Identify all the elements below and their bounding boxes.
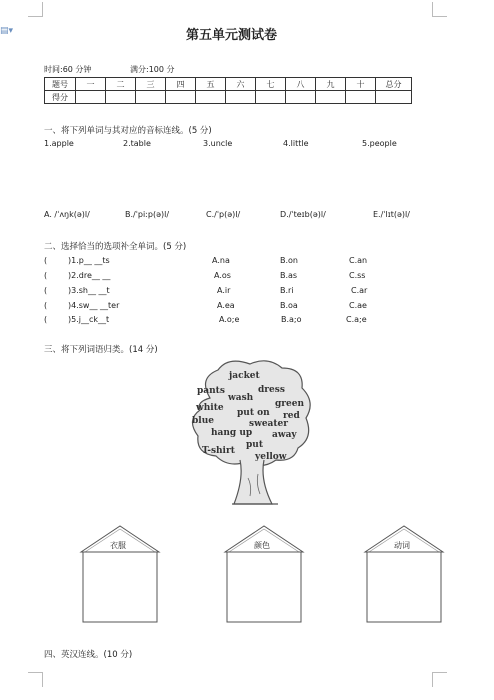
section1-word: 3.uncle [203,139,233,148]
answer-paren-open[interactable]: ( [44,315,48,324]
crop-mark-top-left [28,2,43,17]
score-input-cell[interactable] [376,91,412,104]
question-stem: )5.j__ck__t [68,315,110,324]
crop-mark-bottom-left [28,672,43,687]
tree-word: jacket [229,371,260,381]
tree-word: pants [197,386,225,396]
score-table-score-row [45,91,412,104]
score-input-cell[interactable] [76,91,106,104]
answer-paren-open[interactable]: ( [44,256,48,265]
tree-word: put [246,440,263,450]
option-b: B.oa [280,301,298,310]
option-c: C.ae [349,301,367,310]
category-label-colors: 颜色 [254,541,270,550]
tree-word: hang up [211,428,253,438]
tree-word: green [275,399,305,409]
option-b: B.on [280,256,298,265]
answer-paren-open[interactable]: ( [44,286,48,295]
score-table-header-cell: 三 [136,78,166,91]
question-stem: )2.dre__ __ [68,271,111,280]
score-table-header-cell: 六 [226,78,256,91]
score-table-header-cell: 总分 [376,78,412,91]
score-input-cell[interactable] [286,91,316,104]
section1-phonetic: A. /ˈʌŋk(ə)l/ [44,210,90,219]
question-stem: )1.p__ __ts [68,256,110,265]
answer-paren-open[interactable]: ( [44,271,48,280]
option-a: A.ea [217,301,235,310]
option-a: A.na [212,256,230,265]
exam-time: 时间:60 分钟 [44,65,92,74]
crop-mark-top-right [432,2,447,17]
score-table-header-row [45,78,412,91]
score-table-header-cell: 五 [196,78,226,91]
category-house-colors [222,524,306,624]
answer-paren-open[interactable]: ( [44,301,48,310]
tree-word: red [283,411,300,421]
score-input-cell[interactable] [226,91,256,104]
category-label-verbs: 动词 [394,541,410,550]
page-title: 第五单元测试卷 [186,28,278,43]
option-c: C.ss [349,271,366,280]
section4-heading: 四、英汉连线。(10 分) [44,650,133,660]
tree-word: white [196,403,224,413]
section1-phonetic: E./ˈlɪt(ə)l/ [373,210,410,219]
document-icon[interactable]: ▤▾ [0,26,14,36]
option-a: A.o;e [219,315,240,324]
category-house-clothes [78,524,162,624]
option-a: A.os [214,271,231,280]
option-c: C.an [349,256,368,265]
score-input-cell[interactable] [136,91,166,104]
score-table [44,77,412,104]
category-label-clothes: 衣服 [110,541,126,550]
section2-heading: 二、选择恰当的选项补全单词。(5 分) [44,242,187,252]
exam-full-score: 满分:100 分 [130,65,175,74]
score-table-header-cell: 十 [346,78,376,91]
score-table-header-cell: 七 [256,78,286,91]
tree-word: away [272,430,297,440]
section3-heading: 三、将下列词语归类。(14 分) [44,345,158,355]
option-a: A.ir [217,286,231,295]
score-input-cell[interactable] [106,91,136,104]
tree-word: wash [228,393,254,403]
score-input-cell[interactable] [256,91,286,104]
category-house-verbs [362,524,446,624]
score-table-header-cell: 一 [76,78,106,91]
option-b: B.as [280,271,298,280]
tree-word: blue [192,416,214,426]
option-c: C.a;e [346,315,367,324]
tree-word: dress [258,385,285,395]
score-table-header-cell: 四 [166,78,196,91]
crop-mark-bottom-right [432,672,447,687]
tree-word: yellow [255,452,287,462]
tree-word: T-shirt [202,446,235,456]
score-table-header-cell: 九 [316,78,346,91]
option-b: B.ri [280,286,294,295]
score-input-cell[interactable] [346,91,376,104]
section1-word: 5.people [362,139,397,148]
score-input-cell[interactable] [316,91,346,104]
option-b: B.a;o [281,315,302,324]
section1-word: 4.little [283,139,309,148]
score-table-header-cell: 八 [286,78,316,91]
section1-word: 2.table [123,139,151,148]
score-table-header-cell: 题号 [45,78,76,91]
score-table-row-label: 得分 [45,91,76,104]
tree-word: put on [237,408,270,418]
question-stem: )3.sh__ __t [68,286,110,295]
score-input-cell[interactable] [166,91,196,104]
score-table-header-cell: 二 [106,78,136,91]
section1-phonetic: C./ˈp(ə)l/ [206,210,241,219]
question-stem: )4.sw__ __ter [68,301,120,310]
section1-word: 1.apple [44,139,74,148]
section1-heading: 一、将下列单词与其对应的音标连线。(5 分) [44,126,212,136]
option-c: C.ar [351,286,368,295]
section1-phonetic: D./ˈteɪb(ə)l/ [280,210,326,219]
tree-word: sweater [249,419,288,429]
section1-phonetic: B./ˈpiːp(ə)l/ [125,210,170,219]
score-input-cell[interactable] [196,91,226,104]
